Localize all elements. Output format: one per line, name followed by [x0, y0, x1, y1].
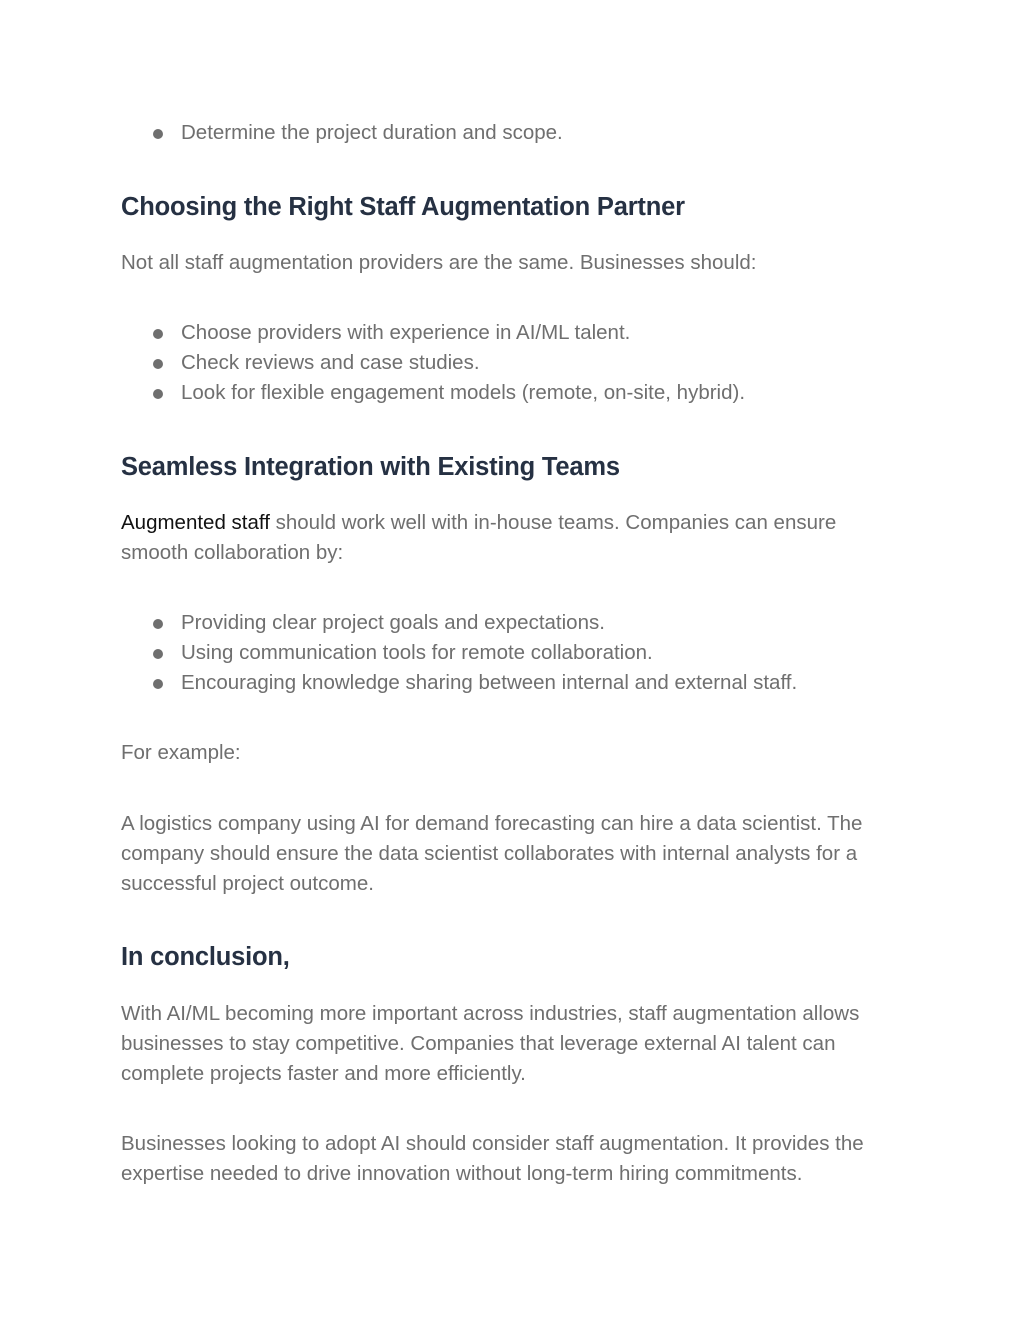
conclusion-section-heading: In conclusion,	[121, 943, 290, 971]
partner-section-heading: Choosing the Right Staff Augmentation Partner	[121, 193, 685, 221]
list-item	[121, 378, 911, 408]
conclusion-paragraph-1: With AI/ML becoming more important across industries, staff augmentation allows businesses to stay competitive. Companies that leverage external AI talent can complete projects faster and more efficiently.	[121, 1002, 860, 1085]
list-item-text: Look for flexible engagement models (remote, on-site, hybrid).	[181, 381, 746, 404]
list-item	[121, 668, 911, 698]
partner-section-intro: Not all staff augmentation providers are the same. Businesses should:	[121, 251, 757, 274]
list-item-text: Choose providers with experience in AI/ML talent.	[181, 321, 631, 344]
bullet-icon	[153, 649, 163, 659]
bullet-icon	[153, 129, 163, 139]
integration-section-heading: Seamless Integration with Existing Teams	[121, 453, 620, 481]
bullet-icon	[153, 359, 163, 369]
bullet-icon	[153, 619, 163, 629]
list-item	[121, 608, 911, 638]
list-item	[121, 348, 911, 378]
bullet-icon	[153, 329, 163, 339]
list-item	[121, 118, 911, 148]
example-label: For example:	[121, 741, 241, 764]
list-item-text: Check reviews and case studies.	[181, 351, 480, 374]
augmented-staff-link[interactable]: Augmented staff	[121, 511, 270, 534]
partner-bullet-list	[121, 318, 911, 408]
bullet-icon	[153, 679, 163, 689]
list-item	[121, 638, 911, 668]
intro-bullet-list	[121, 118, 911, 148]
conclusion-paragraph-2: Businesses looking to adopt AI should consider staff augmentation. It provides the expertise needed to drive innovation without long-term hiring commitments.	[121, 1132, 864, 1185]
integration-section-intro	[121, 508, 891, 568]
list-item-text: Determine the project duration and scope.	[181, 121, 563, 144]
list-item-text: Encouraging knowledge sharing between internal and external staff.	[181, 671, 798, 694]
list-item-text: Providing clear project goals and expectations.	[181, 611, 605, 634]
list-item-text: Using communication tools for remote collaboration.	[181, 641, 653, 664]
example-paragraph: A logistics company using AI for demand forecasting can hire a data scientist. The company should ensure the data scientist collaborates with internal analysts for a successful project outcome.	[121, 812, 863, 895]
integration-bullet-list	[121, 608, 911, 698]
integration-intro-text: should work well with in-house teams. Companies can ensure smooth collaboration by:	[121, 511, 837, 564]
bullet-icon	[153, 389, 163, 399]
list-item	[121, 318, 911, 348]
